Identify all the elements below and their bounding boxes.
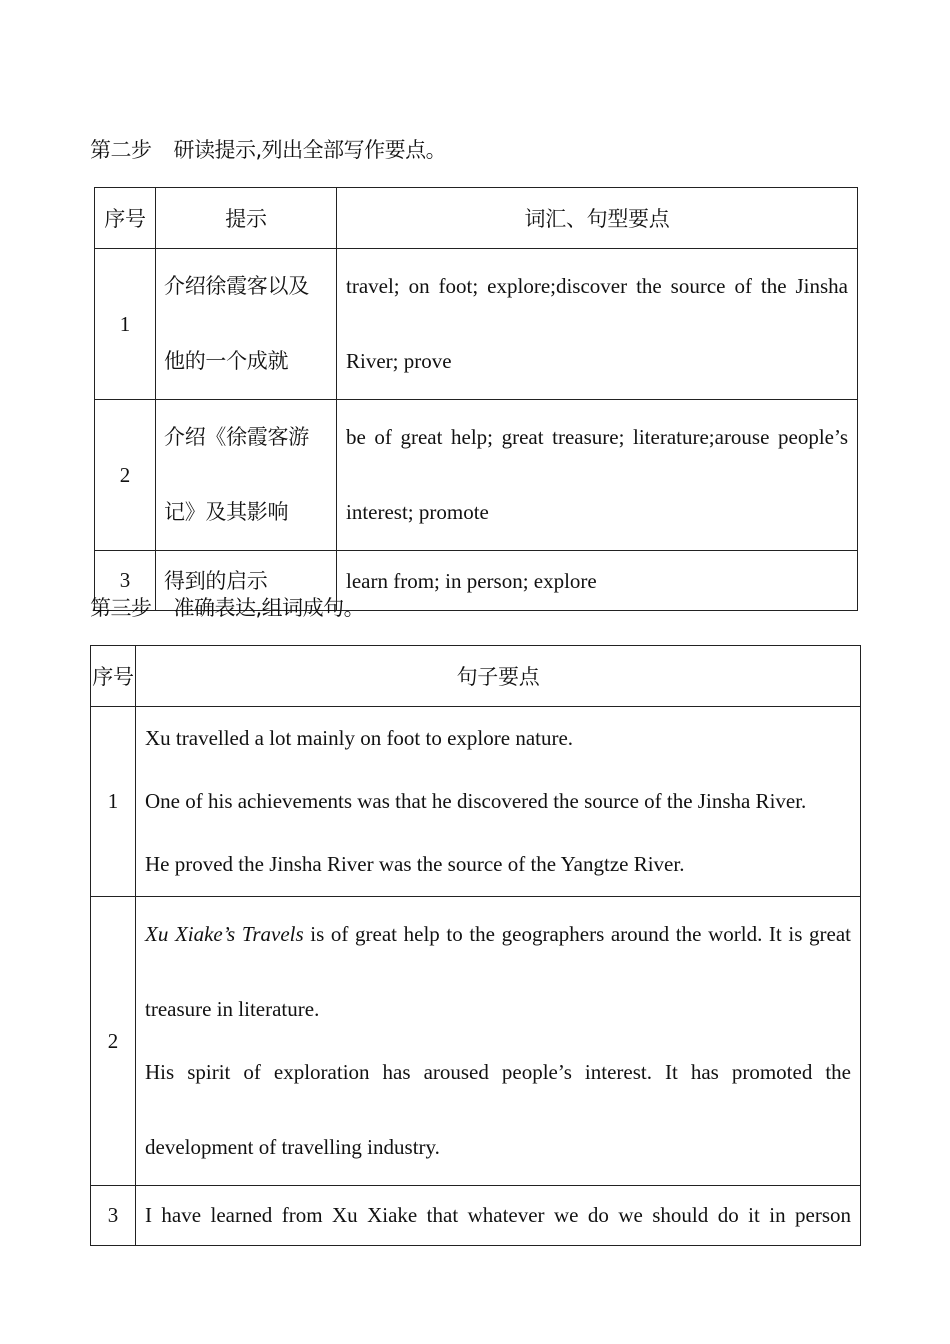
row-vocab: be of great help; great treasure; literature;arouse people’s interest; promote: [337, 400, 858, 551]
header-number: 序号: [91, 646, 136, 707]
row-number: 1: [91, 707, 136, 897]
row-number: 3: [91, 1186, 136, 1246]
sentence: Xu travelled a lot mainly on foot to explore nature.: [145, 726, 574, 750]
step2-heading: [90, 134, 446, 164]
sentence: One of his achievements was that he discovered the source of the Jinsha River.: [145, 789, 807, 813]
table-row: [95, 249, 858, 400]
step3-heading: [90, 592, 364, 622]
sentence-rest: is of great help to the geographers around the world. It is great treasure in literature.: [145, 922, 851, 1021]
header-number: 序号: [95, 188, 156, 249]
sentence-points-table: [90, 645, 861, 1246]
table-row: [91, 897, 861, 1186]
step2-text: 研读提示,列出全部写作要点。: [173, 138, 447, 162]
book-title: Xu Xiake’s Travels: [145, 922, 304, 946]
table-row: [91, 1186, 861, 1246]
table-header-row: [91, 646, 861, 707]
table-row: [91, 707, 861, 897]
step2-label: 第二步: [90, 138, 152, 162]
table-header-row: [95, 188, 858, 249]
sentence: [145, 897, 851, 1047]
row-tip: 介绍徐霞客以及他的一个成就: [156, 249, 337, 400]
row-number: 1: [95, 249, 156, 400]
sentence: He proved the Jinsha River was the source of the Yangtze River.: [145, 852, 685, 876]
row-tip: 得到的启示: [156, 551, 337, 611]
row-number: 3: [95, 551, 156, 611]
row-sentences: [136, 707, 861, 897]
header-vocab: 词汇、句型要点: [337, 188, 858, 249]
row-tip: 介绍《徐霞客游记》及其影响: [156, 400, 337, 551]
row-number: 2: [95, 400, 156, 551]
header-sentences: 句子要点: [136, 646, 861, 707]
sentence: His spirit of exploration has aroused people’s interest. It has promoted the development of travelling industry.: [145, 1060, 851, 1159]
row-number: 2: [91, 897, 136, 1186]
row-vocab: travel; on foot; explore;discover the source of the Jinsha River; prove: [337, 249, 858, 400]
step3-label: 第三步: [90, 596, 152, 620]
step3-text: 准确表达,组词成句。: [173, 596, 365, 620]
writing-points-table: [94, 187, 858, 611]
row-sentence: I have learned from Xu Xiake that whatever we do we should do it in person: [136, 1186, 861, 1246]
table-row: [95, 400, 858, 551]
row-sentences: [136, 897, 861, 1186]
header-tip: 提示: [156, 188, 337, 249]
row-vocab: learn from; in person; explore: [337, 551, 858, 611]
